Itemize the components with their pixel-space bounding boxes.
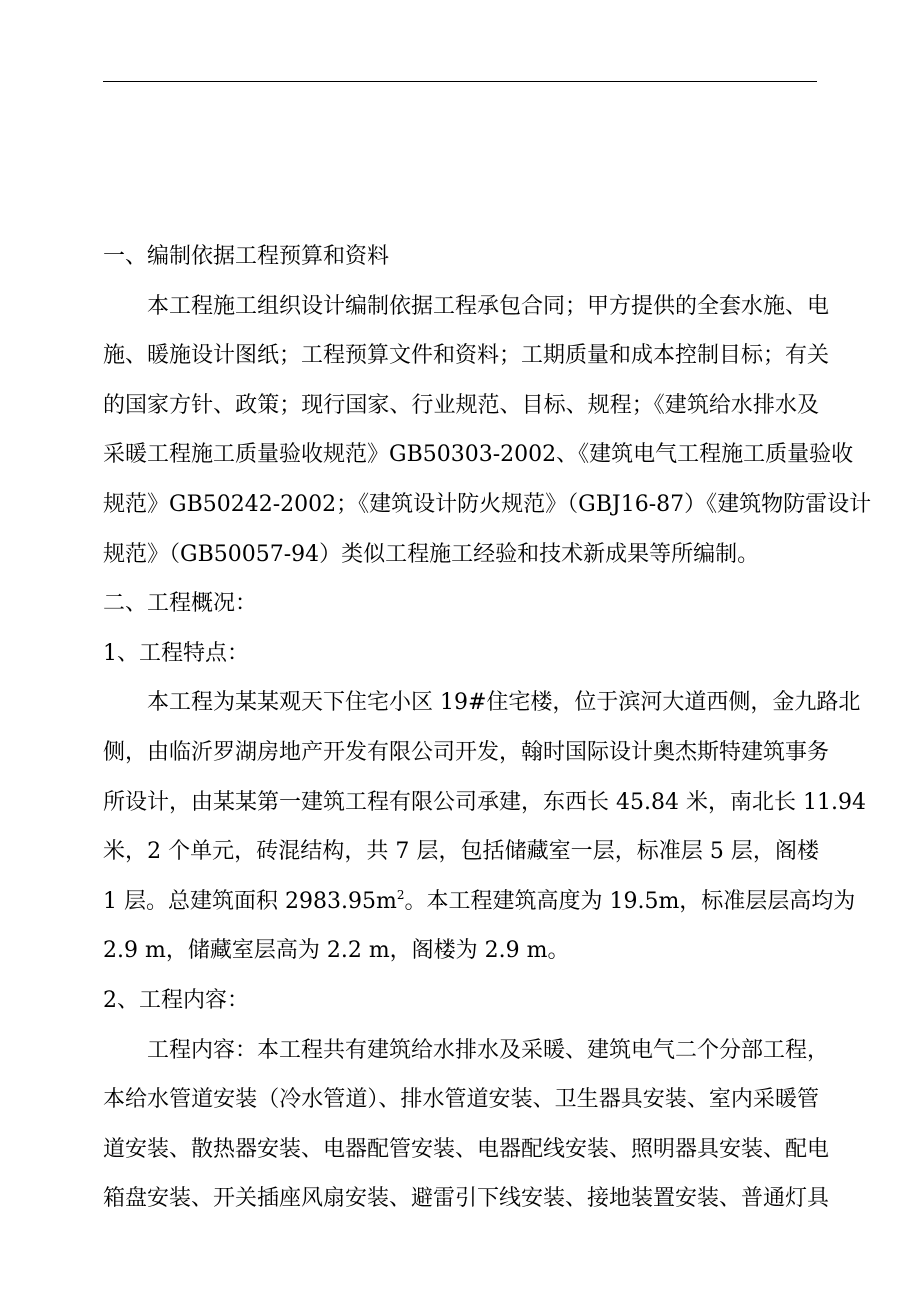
header-rule bbox=[103, 81, 817, 82]
subsection-1-heading: 1、工程特点： bbox=[103, 640, 249, 666]
content-line-1: 工程内容：本工程共有建筑给水排水及采暖、建筑电气二个分部工程， bbox=[147, 1037, 830, 1063]
section-1-line-2: 施、暖施设计图纸；工程预算文件和资料；工期质量和成本控制目标；有关 bbox=[103, 343, 830, 369]
section-1-line-3: 的国家方针、政策；现行国家、行业规范、目标、规程；《建筑给水排水及 bbox=[103, 392, 819, 418]
section-1-heading: 一、编制依据工程预算和资料 bbox=[103, 244, 390, 269]
section-1-line-6: 规范》（GB50057-94）类似工程施工经验和技术新成果等所编制。 bbox=[103, 541, 760, 567]
area-superscript: 2 bbox=[396, 887, 405, 902]
features-area-line bbox=[103, 877, 856, 927]
features-line-2: 侧，由临沂罗湖房地产开发有限公司开发，翰时国际设计奥杰斯特建筑事务 bbox=[103, 739, 830, 765]
area-text-pre: 1 层。总建筑面积 2983.95m bbox=[103, 888, 397, 914]
section-1-line-4: 采暖工程施工质量验收规范》GB50303-2002、《建筑电气工程施工质量验收 bbox=[103, 442, 854, 468]
features-line-3: 所设计，由某某第一建筑工程有限公司承建，东西长 45.84 米，南北长 11.94 bbox=[103, 789, 866, 815]
content-line-3: 道安装、散热器安装、电器配管安装、电器配线安装、照明器具安装、配电 bbox=[103, 1136, 830, 1162]
features-line-4: 米，2 个单元，砖混结构，共 7 层，包括储藏室一层，标准层 5 层，阁楼 bbox=[103, 839, 819, 865]
content-line-2: 本给水管道安装（冷水管道）、排水管道安装、卫生器具安装、室内采暖管 bbox=[103, 1087, 819, 1113]
subsection-2-heading: 2、工程内容： bbox=[103, 987, 249, 1013]
content-line-4: 箱盘安装、开关插座风扇安装、避雷引下线安装、接地装置安装、普通灯具 bbox=[103, 1186, 830, 1212]
area-text-post: 。本工程建筑高度为 19.5m，标准层层高均为 bbox=[404, 888, 856, 914]
section-1-line-1: 本工程施工组织设计编制依据工程承包合同；甲方提供的全套水施、电 bbox=[147, 293, 830, 319]
document-body bbox=[103, 232, 872, 1224]
features-last-line: 2.9 m，储藏室层高为 2.2 m，阁楼为 2.9 m。 bbox=[103, 938, 570, 964]
section-2-heading: 二、工程概况： bbox=[103, 591, 258, 617]
features-line-1: 本工程为某某观天下住宅小区 19#住宅楼，位于滨河大道西侧，金九路北 bbox=[147, 690, 861, 716]
section-1-line-5: 规范》GB50242-2002；《建筑设计防火规范》（GBJ16-87）《建筑物防雷设计 bbox=[103, 491, 872, 517]
